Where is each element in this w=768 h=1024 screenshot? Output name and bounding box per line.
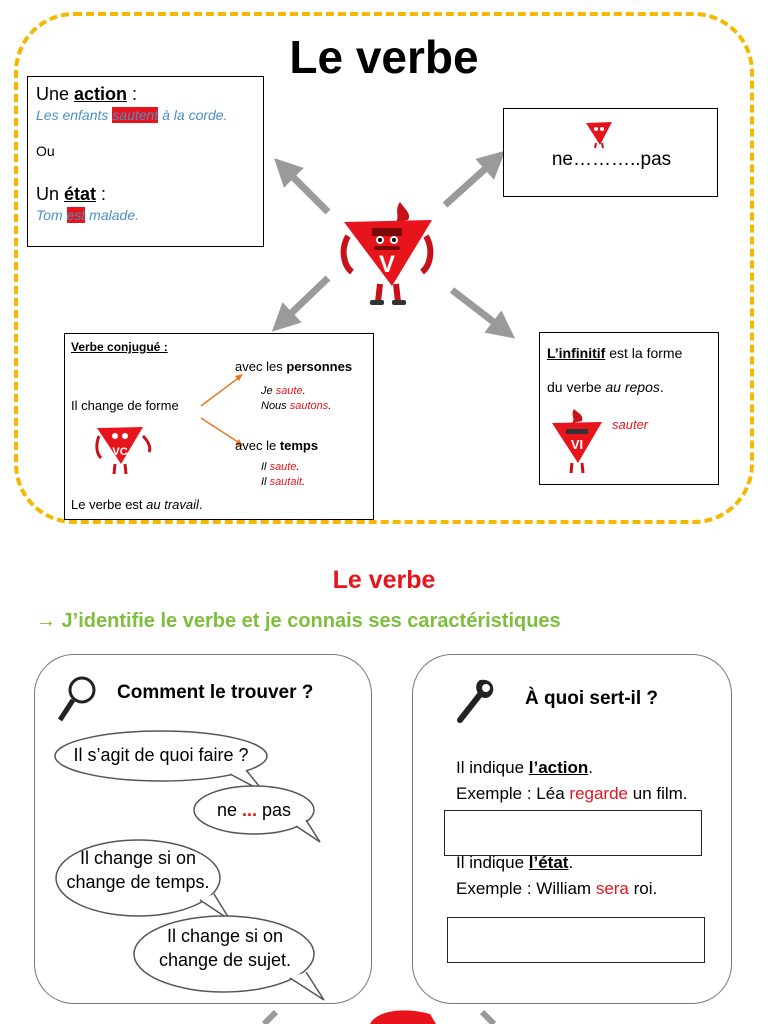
infinitive-example: sauter (612, 417, 649, 432)
persons-examples: Je saute. Nous sautons. (261, 385, 332, 412)
vc-badge: VC (112, 446, 128, 458)
conjugated-footer: Le verbe est au travail. (71, 497, 203, 512)
purpose-state-line: Il indique l’état. (456, 853, 574, 872)
section-title: Le verbe (332, 566, 436, 594)
bubble4-text: Il change si on change de sujet. (158, 926, 292, 970)
arrow-to-conjugated (282, 278, 328, 322)
mascot-letter: V (378, 251, 396, 278)
negation-box (503, 108, 718, 197)
arrow-to-infinitive (452, 290, 504, 330)
or-text: Ou (36, 143, 55, 159)
arrow-to-action (284, 168, 328, 212)
bubble2-text: ne ... pas (216, 800, 292, 820)
vc-mascot-icon (93, 422, 153, 478)
bottom-decoration (250, 1004, 520, 1024)
vi-badge: VI (570, 437, 584, 452)
answer-box-1[interactable] (444, 810, 702, 856)
purpose-action-example: Exemple : Léa regarde un film. (456, 784, 688, 803)
magnifier-icon (56, 674, 100, 726)
find-card-title: Comment le trouver ? (117, 682, 314, 703)
action-state-box (27, 76, 264, 247)
answer-box-2[interactable] (447, 917, 705, 963)
time-examples: Il saute. Il sautait. (261, 461, 306, 488)
action-line: Une action : (36, 84, 138, 104)
arrow-to-negation (445, 160, 495, 205)
branch-arrows (199, 370, 249, 448)
conjugated-verb-box (64, 333, 374, 520)
time-line: avec le temps (235, 438, 319, 453)
section-subtitle: → J’identifie le verbe et je connais ses caractéristiques (36, 610, 561, 632)
purpose-state-example: Exemple : William sera roi. (456, 879, 658, 898)
infinitive-line1: L’infinitif est la forme (547, 345, 683, 361)
negation-text: ne………..pas (551, 149, 672, 170)
purpose-card-title: À quoi sert-il ? (525, 688, 658, 709)
mini-mascot-icon (584, 115, 614, 149)
infinitive-box (539, 332, 719, 485)
bubble3-text: Il change si on change de temps. (66, 848, 210, 892)
persons-line: avec les personnes (235, 359, 353, 374)
state-line: Un état : (36, 184, 107, 204)
verb-mascot-icon (338, 196, 438, 308)
purpose-action-line: Il indique l’action. (456, 758, 594, 777)
bubble1-text: Il s’agit de quoi faire ? (73, 745, 249, 765)
wrench-icon (452, 676, 498, 726)
action-example: Les enfants sautent à la corde. (36, 107, 228, 123)
conjugated-heading: Verbe conjugué : (71, 340, 168, 354)
infinitive-line2: du verbe au repos. (547, 379, 664, 395)
page-title: Le verbe (289, 31, 479, 83)
state-example: Tom est malade. (36, 207, 139, 223)
change-form-text: Il change de forme (71, 398, 179, 413)
vi-mascot-icon (548, 407, 608, 475)
